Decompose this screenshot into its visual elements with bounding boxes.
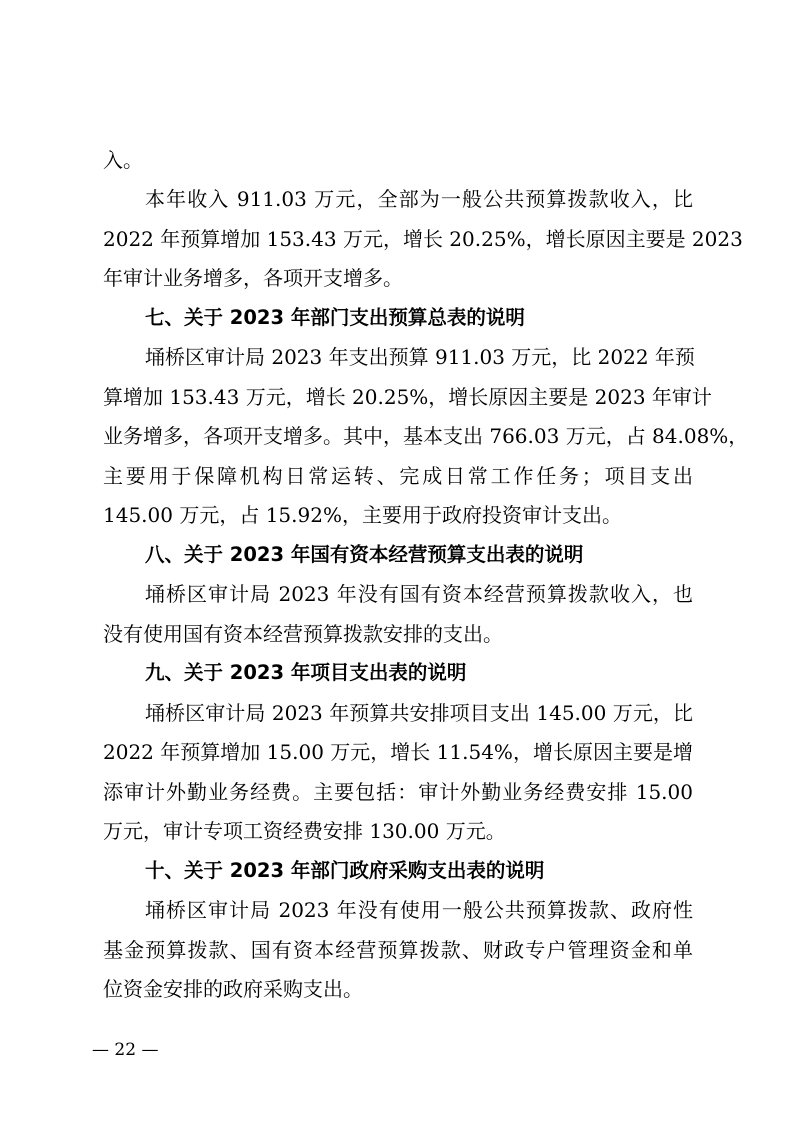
- expenditure-paragraph-line: 主要用于保障机构日常运转、完成日常工作任务；项目支出: [103, 464, 693, 488]
- project-paragraph-line: 埇桥区审计局 2023 年预算共安排项目支出 145.00 万元，比: [145, 701, 693, 725]
- section-heading-10: 十、关于 2023 年部门政府采购支出表的说明: [145, 859, 545, 882]
- expenditure-paragraph-line: 埇桥区审计局 2023 年支出预算 911.03 万元，比 2022 年预: [145, 345, 695, 369]
- project-paragraph-line: 万元，审计专项工资经费安排 130.00 万元。: [103, 819, 506, 843]
- expenditure-paragraph-line: 业务增多，各项开支增多。其中，基本支出 766.03 万元，占 84.08%，: [103, 424, 749, 448]
- page-number: — 22 —: [92, 1040, 159, 1060]
- income-paragraph-line: 年审计业务增多，各项开支增多。: [103, 266, 403, 290]
- section-heading-8: 八、关于 2023 年国有资本经营预算支出表的说明: [145, 543, 584, 566]
- section-heading-9: 九、关于 2023 年项目支出表的说明: [145, 661, 467, 684]
- project-paragraph-line: 2022 年预算增加 15.00 万元，增长 11.54%，增长原因主要是增: [103, 740, 693, 764]
- procurement-paragraph-line: 埇桥区审计局 2023 年没有使用一般公共预算拨款、政府性: [145, 898, 693, 922]
- state-capital-paragraph-line: 埇桥区审计局 2023 年没有国有资本经营预算拨款收入，也: [145, 582, 693, 606]
- expenditure-paragraph-line: 145.00 万元，占 15.92%，主要用于政府投资审计支出。: [103, 503, 622, 527]
- paragraph-continuation-line: 入。: [103, 148, 143, 172]
- state-capital-paragraph-line: 没有使用国有资本经营预算拨款安排的支出。: [103, 622, 503, 646]
- section-heading-7: 七、关于 2023 年部门支出预算总表的说明: [145, 306, 525, 329]
- income-paragraph-line: 2022 年预算增加 153.43 万元，增长 20.25%，增长原因主要是 2023: [103, 227, 743, 251]
- procurement-paragraph-line: 基金预算拨款、国有资本经营预算拨款、财政专户管理资金和单: [103, 938, 693, 962]
- project-paragraph-line: 添审计外勤业务经费。主要包括：审计外勤业务经费安排 15.00: [103, 780, 693, 804]
- income-paragraph-line: 本年收入 911.03 万元，全部为一般公共预算拨款收入，比: [145, 187, 693, 211]
- expenditure-paragraph-line: 算增加 153.43 万元，增长 20.25%，增长原因主要是 2023 年审计: [103, 385, 712, 409]
- procurement-paragraph-line: 位资金安排的政府采购支出。: [103, 977, 363, 1001]
